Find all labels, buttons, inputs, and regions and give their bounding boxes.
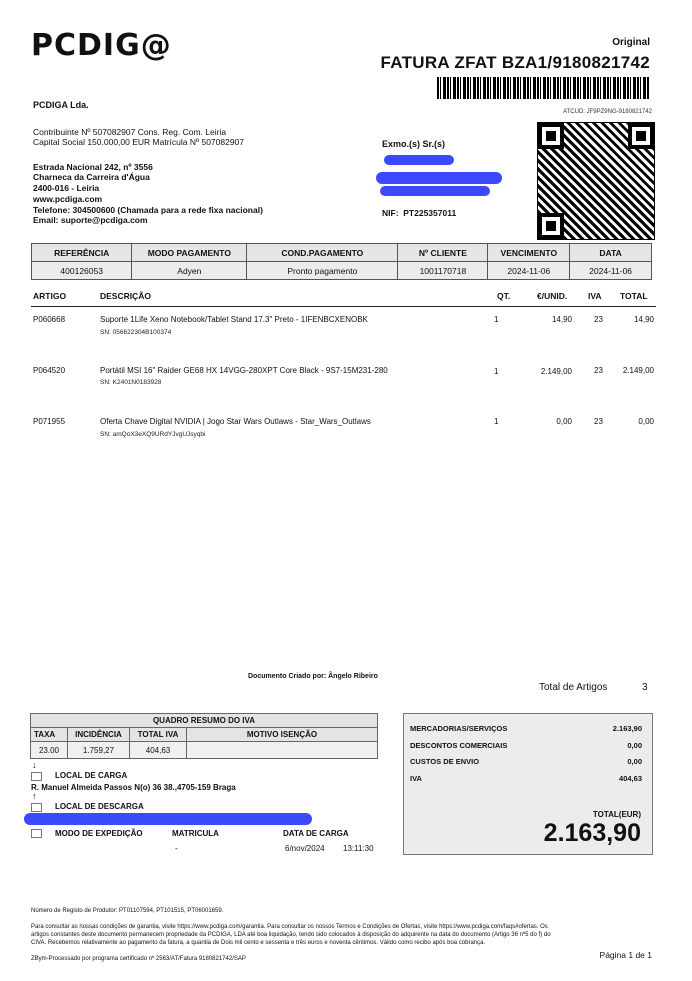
item-total: 14,90: [633, 315, 654, 324]
software-certification: ZBym-Processado por programa certificado nº 2563/AT/Fatura 9180821742/SAP: [31, 956, 246, 962]
redaction-scribble: [24, 813, 312, 825]
ref-value: 400126053: [32, 262, 132, 280]
ref-value: 1001170718: [398, 262, 488, 280]
vat-exemption-reason: [187, 742, 378, 759]
ref-value: 2024-11-06: [488, 262, 570, 280]
summary-label: DESCONTOS COMERCIAIS: [410, 741, 508, 750]
customer-nif: NIF: PT225357011: [382, 208, 457, 218]
vat-summary-table: [30, 713, 378, 759]
item-description: Portátil MSI 16" Raider GE68 HX 14VGG-280XPT Core Black - 9S7-15M231-280: [100, 366, 388, 375]
ref-header: Nº CLIENTE: [398, 244, 488, 262]
ref-header: REFERÊNCIA: [32, 244, 132, 262]
arrow-down-icon: ↓: [32, 760, 37, 770]
company-address-line2: Charneca da Carreira d'Água: [33, 172, 150, 182]
redaction-scribble: [380, 186, 490, 196]
item-unit-price: 0,00: [556, 417, 572, 426]
loading-place-label: LOCAL DE CARGA: [55, 771, 128, 780]
redaction-scribble: [384, 155, 454, 165]
item-serial: SN: amQoX3eXQ9URdYJvgUJsyqbi: [100, 431, 206, 438]
ref-value: 2024-11-06: [570, 262, 652, 280]
item-qty: 1: [494, 315, 499, 324]
ref-header: VENCIMENTO: [488, 244, 570, 262]
vat-base: 1.759,27: [68, 742, 130, 759]
ref-header: COND.PAGAMENTO: [247, 244, 398, 262]
company-phone: Telefone: 304500600 (Chamada para a rede fixa nacional): [33, 205, 263, 215]
vat-header: INCIDÊNCIA: [68, 728, 130, 742]
loading-place-address: R. Manuel Almeida Passos N(o) 36 38.,4705-159 Braga: [31, 783, 236, 792]
company-registry-line1: Contribuinte Nº 507082907 Cons. Reg. Com. Leiria: [33, 127, 227, 137]
item-vat: 23: [594, 366, 603, 375]
summary-label: IVA: [410, 774, 422, 783]
ref-value: Adyen: [132, 262, 247, 280]
item-unit-price: 14,90: [551, 315, 572, 324]
item-qty: 1: [494, 417, 499, 426]
items-header-artigo: ARTIGO: [33, 291, 67, 301]
loading-time-value: 13:11:30: [343, 844, 374, 853]
item-description: Suporte 1Life Xeno Notebook/Tablet Stand 17.3" Preto - 1IFENBCXENOBK: [100, 315, 368, 324]
document-copy-label: Original: [612, 37, 650, 48]
invoice-title: FATURA ZFAT BZA1/9180821742: [380, 53, 650, 72]
terms-line2: artigos constantes deste documento permanecem propriedade da PCDIGA, LDA até boa liquidação, tendo sido colocados à disposição do adquirente na data do documento (Artigo 36 nº5 do f) do: [31, 932, 551, 938]
vat-rate: 23.00: [31, 742, 68, 759]
company-email: Email: suporte@pcdiga.com: [33, 215, 148, 225]
grand-total-value: 2.163,90: [543, 819, 641, 847]
summary-value: 0,00: [627, 741, 642, 750]
ref-value: Pronto pagamento: [247, 262, 398, 280]
grand-total-label: TOTAL(EUR): [592, 810, 641, 819]
summary-label: MERCADORIAS/SERVIÇOS: [410, 724, 508, 733]
summary-value: 404,63: [619, 774, 642, 783]
item-total: 2.149,00: [622, 366, 654, 375]
vat-total: 404,63: [130, 742, 187, 759]
items-header-total: TOTAL: [620, 291, 648, 301]
box-icon: [31, 772, 42, 781]
item-unit-price: 2.149,00: [540, 367, 572, 376]
loading-date-label: DATA DE CARGA: [283, 829, 349, 838]
item-code: P064520: [33, 366, 66, 375]
terms-line3: CIVA. Recebemos relativamente ao pagamento da fatura, a quantia de Dois mil cento e sessenta e três euros e noventa cêntimos. Válido como recibo após boa cobrança.: [31, 940, 486, 946]
truck-icon: [31, 829, 42, 838]
item-total: 0,00: [638, 417, 654, 426]
total-items-label: Total de Artigos: [539, 682, 608, 693]
summary-value: 2.163,90: [612, 724, 642, 733]
arrow-up-icon: ↑: [32, 791, 37, 801]
reference-table: [31, 243, 652, 280]
item-serial: SN: K2401N0183928: [100, 379, 162, 386]
company-address-line3: 2400-016 - Leiria: [33, 183, 100, 193]
item-vat: 23: [594, 315, 603, 324]
terms-line1: Para consultar as nossas condições de garantia, visite https://www.pcdiga.com/garantia. Para consultar os nossos Termos e Condições de Ofertas, visite https://www.pcdiga.com/faqs#ofertas. Os: [31, 924, 548, 930]
box-icon: [31, 803, 42, 812]
items-header-descricao: DESCRIÇÃO: [100, 291, 152, 301]
redaction-scribble: [376, 172, 502, 184]
company-logo: PCDIG@: [31, 28, 172, 63]
summary-value: 0,00: [627, 757, 642, 766]
item-description: Oferta Chave Digital NVIDIA | Jogo Star Wars Outlaws - Star_Wars_Outlaws: [100, 417, 371, 426]
item-code: P060668: [33, 315, 66, 324]
page-number: Página 1 de 1: [599, 950, 652, 960]
company-registry-line2: Capital Social 150.000,00 EUR Matrícula Nº 507082907: [33, 137, 245, 147]
items-header-qt: QT.: [497, 291, 511, 301]
item-serial: SN: 056622304B100374: [100, 329, 172, 336]
loading-date-value: 6/nov/2024: [285, 844, 325, 853]
total-items-value: 3: [642, 682, 648, 693]
ref-header: DATA: [570, 244, 652, 262]
vat-header: TAXA: [31, 728, 68, 742]
producer-registry: Número de Registo de Produtor: PT01107594, PT101515, PT06001659.: [31, 908, 224, 914]
plate-label: MATRICULA: [172, 829, 219, 838]
vat-header: MOTIVO ISENÇÃO: [187, 728, 378, 742]
ref-header: MODO PAGAMENTO: [132, 244, 247, 262]
company-name: PCDIGA Lda.: [33, 100, 89, 110]
items-header-divider: [31, 306, 656, 307]
plate-value: -: [175, 844, 178, 853]
items-header-unid: €/UNID.: [537, 291, 568, 301]
vat-summary-caption: QUADRO RESUMO DO IVA: [31, 714, 378, 728]
atcud-code: ATCUD: JF9PZ9NG-9180821742: [563, 109, 652, 115]
shipping-method-label: MODO DE EXPEDIÇÃO: [55, 829, 143, 838]
company-address-line1: Estrada Nacional 242, nº 3556: [33, 162, 153, 172]
invoice-barcode: [437, 77, 649, 99]
items-header-iva: IVA: [588, 291, 602, 301]
item-qty: 1: [494, 367, 499, 376]
summary-label: CUSTOS DE ENVIO: [410, 757, 480, 766]
qr-code: [537, 122, 655, 240]
customer-salutation: Exmo.(s) Sr.(s): [382, 139, 446, 149]
document-creator: Documento Criado por: Ângelo Ribeiro: [248, 673, 378, 680]
unloading-place-label: LOCAL DE DESCARGA: [55, 802, 144, 811]
item-code: P071955: [33, 417, 66, 426]
item-vat: 23: [594, 417, 603, 426]
company-website: www.pcdiga.com: [33, 194, 103, 204]
vat-header: TOTAL IVA: [130, 728, 187, 742]
